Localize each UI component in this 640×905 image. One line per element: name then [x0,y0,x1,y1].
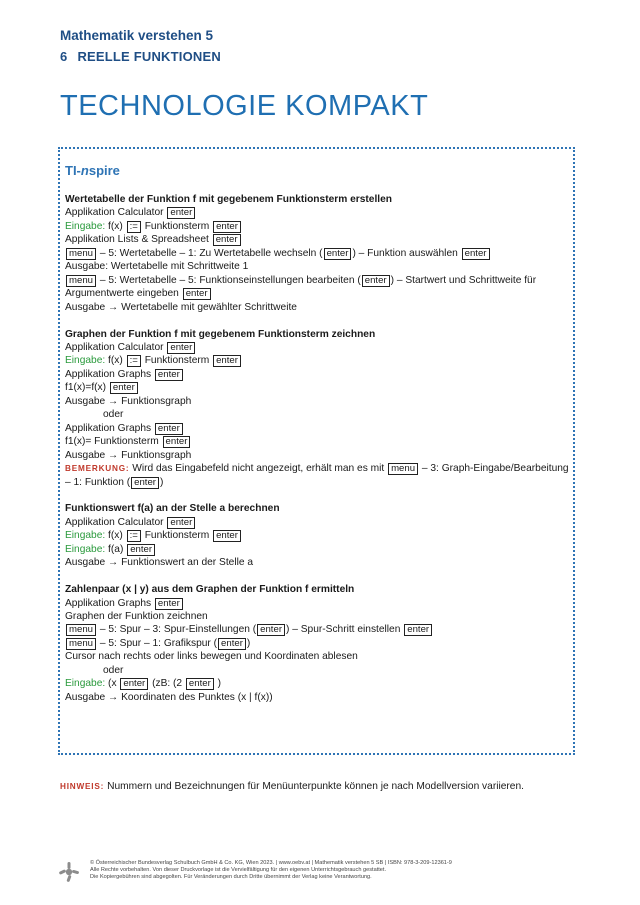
ti-nspire-box [58,147,575,755]
enter-key: enter [324,248,352,260]
step: Eingabe: f(x) := Funktionsterm enter [65,354,569,367]
assign-key: := [127,221,141,233]
menu-key: menu [66,638,96,650]
step-or: oder [103,664,124,676]
enter-key: enter [110,382,138,394]
step: Ausgabe → Wertetabelle mit gewählter Schrittweite [65,301,297,313]
enter-key: enter [167,207,195,219]
assign-key: := [127,530,141,542]
assign-key: := [127,355,141,367]
box-title: TI-nspire [65,163,120,178]
step: Ausgabe → Koordinaten des Punktes (x | f(x)) [65,691,273,703]
menu-key: menu [388,463,418,475]
remark: BEMERKUNG: Wird das Eingabefeld nicht angezeigt, erhält man es mit menu – 3: Graph-Eingabe/Bearbeitung – 1: Funktion ( enter ) [65,463,569,488]
step: Eingabe: f(a) enter [65,543,569,556]
menu-key: menu [66,275,96,287]
menu-key: menu [66,624,96,636]
enter-key: enter [213,234,241,246]
hinweis-label: HINWEIS: [60,782,105,791]
step: Cursor nach rechts oder links bewegen und Koordinaten ablesen [65,651,358,663]
footer-copyright: © Österreichischer Bundesverlag Schulbuch GmbH & Co. KG, Wien 2023. | www.oebv.at | Mathematik verstehen 5 SB | ISBN: 978-3-209-12361-9 Alle Rechte vorbehalten. Von dieser Druckvorlage ist die Vervielfältigung für den eigenen Unterrichtsgebrauch gestattet. Die Kopiergebühren sind abgegolten. Für Veränderungen durch Dritte übernimmt der Verlag keine Verantwortung. [90,860,452,881]
enter-key: enter [127,544,155,556]
step: Eingabe: f(x) := Funktionsterm enter [65,220,569,233]
enter-key: enter [131,477,159,489]
enter-key: enter [155,369,183,381]
section-funktionswert [65,502,569,569]
step: f1(x)=f(x) enter [65,381,569,394]
step: Applikation Graphs enter [65,422,569,435]
book-title: Mathematik verstehen 5 [60,28,214,43]
section-zahlenpaar [65,583,569,704]
enter-key: enter [155,598,183,610]
chapter-number: 6 [60,49,68,64]
enter-key: enter [404,624,432,636]
enter-key: enter [257,624,285,636]
enter-key: enter [218,638,246,650]
publisher-logo-icon [58,861,80,883]
enter-key: enter [155,423,183,435]
section-heading: Zahlenpaar (x | y) aus dem Graphen der Funktion f ermitteln [65,584,355,596]
step: Eingabe: f(x) := Funktionsterm enter [65,529,569,542]
step: Applikation Graphs enter [65,368,569,381]
step: menu – 5: Spur – 3: Spur-Einstellungen ( enter ) – Spur-Schritt einstellen enter [65,623,569,636]
enter-key: enter [183,288,211,300]
hinweis-text: Nummern und Bezeichnungen für Menüunterpunkte können je nach Modellversion variieren. [107,781,524,792]
step: menu – 5: Wertetabelle – 1: Zu Wertetabelle wechseln ( enter ) – Funktion auswählen enter [65,247,569,260]
step: menu – 5: Wertetabelle – 5: Funktionseinstellungen bearbeiten ( enter ) – Startwert und Schrittweite für Argumentwerte eingeben enter [65,274,537,300]
section-graph [65,328,569,489]
step: Ausgabe → Funktionswert an der Stelle a [65,557,254,569]
instructions [65,193,569,704]
enter-key: enter [213,355,241,367]
step: Applikation Graphs enter [65,597,569,610]
step: Ausgabe → Funktionsgraph [65,449,192,461]
hinweis-note [60,781,524,792]
page-title: TECHNOLOGIE KOMPAKT [60,90,429,122]
step: Graphen der Funktion zeichnen [65,611,208,622]
step: Applikation Calculator enter [65,206,569,219]
step-or: oder [103,409,124,421]
enter-key: enter [213,530,241,542]
enter-key: enter [163,436,191,448]
enter-key: enter [213,221,241,233]
chapter-title: REELLE FUNKTIONEN [77,49,221,64]
step: Ausgabe → Funktionsgraph [65,395,192,407]
menu-key: menu [66,248,96,260]
step: Eingabe: (x enter (zB: (2 enter ) [65,678,222,690]
remark-label: BEMERKUNG: [65,464,130,474]
enter-key: enter [167,342,195,354]
step: Applikation Lists & Spreadsheet enter [65,233,569,246]
step: f1(x)= Funktionsterm enter [65,435,569,448]
section-heading: Graphen der Funktion f mit gegebenem Funktionsterm zeichnen [65,328,376,340]
step: Applikation Calculator enter [65,341,569,354]
enter-key: enter [462,248,490,260]
step: Ausgabe: Wertetabelle mit Schrittweite 1 [65,261,249,273]
enter-key: enter [167,517,195,529]
enter-key: enter [362,275,390,287]
step: menu – 5: Spur – 1: Grafikspur ( enter ) [65,637,569,650]
section-heading: Funktionswert f(a) an der Stelle a berechnen [65,503,280,515]
step: Applikation Calculator enter [65,516,569,529]
enter-key: enter [120,678,148,690]
section-wertetabelle [65,193,569,314]
enter-key: enter [186,678,214,690]
chapter-heading [60,49,221,64]
section-heading: Wertetabelle der Funktion f mit gegebenem Funktionsterm erstellen [65,194,393,205]
